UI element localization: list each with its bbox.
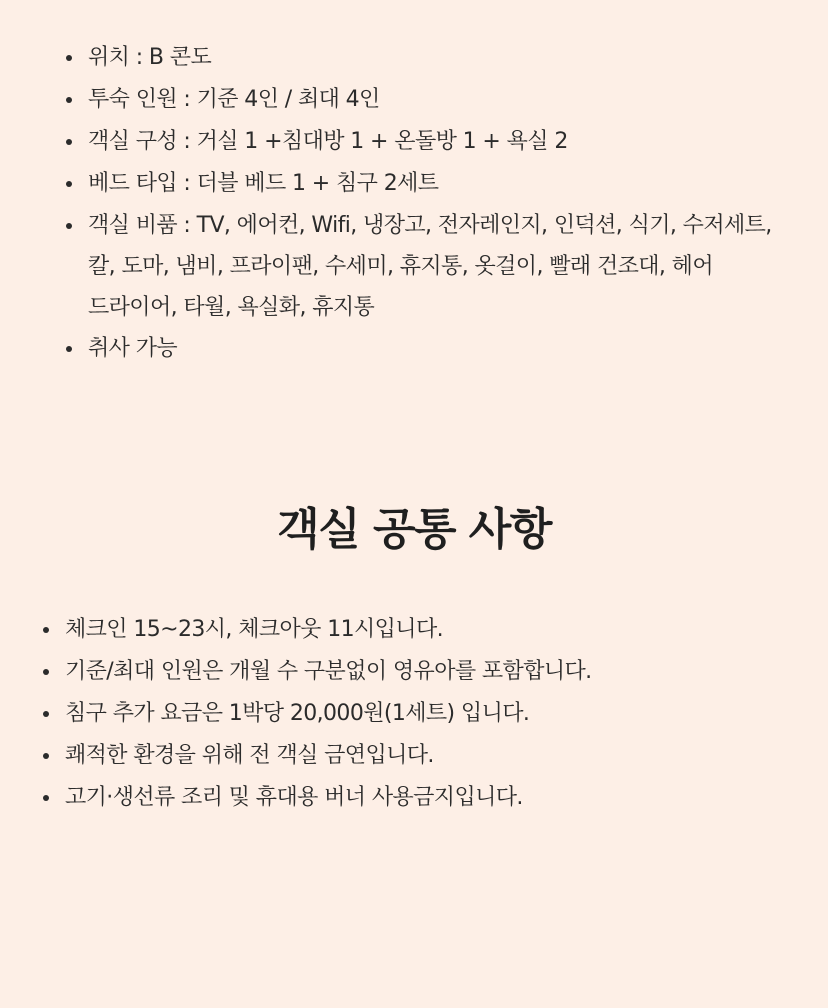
list-item — [88, 328, 788, 370]
no-smoking-text: 쾌적한 환경을 위해 전 객실 금연입니다. — [65, 743, 434, 768]
location-text: 위치 : B 콘도 — [88, 45, 212, 70]
bullet-icon — [43, 669, 49, 675]
list-item — [88, 79, 788, 121]
bedding-fee-text: 침구 추가 요금은 1박당 20,000원(1세트) 입니다. — [65, 701, 530, 726]
list-item — [65, 651, 805, 693]
list-item — [65, 777, 805, 819]
occupancy-text: 투숙 인원 : 기준 4인 / 최대 4인 — [88, 87, 380, 112]
bullet-icon — [66, 346, 72, 352]
list-item — [65, 693, 805, 735]
room-composition-text: 객실 구성 : 거실 1 +침대방 1 + 온돌방 1 + 욕실 2 — [88, 129, 568, 154]
list-item — [88, 37, 788, 79]
cooking-text: 취사 가능 — [88, 336, 178, 361]
bullet-icon — [43, 795, 49, 801]
occupancy-note-text: 기준/최대 인원은 개월 수 구분없이 영유아를 포함합니다. — [65, 659, 592, 684]
bullet-icon — [43, 627, 49, 633]
common-notes-list — [65, 609, 805, 819]
amenities-text: 객실 비품 : TV, 에어컨, Wifi, 냉장고, 전자레인지, 인덕션, 식기, 수저세트, 칼, 도마, 냄비, 프라이팬, 수세미, 휴지통, 옷걸이, 빨래 건조대, 헤어 드라이어, 타월, 욕실화, 휴지통 — [88, 213, 772, 320]
bullet-icon — [43, 753, 49, 759]
bullet-icon — [66, 181, 72, 187]
bullet-icon — [66, 55, 72, 61]
checkin-text: 체크인 15~23시, 체크아웃 11시입니다. — [65, 617, 444, 642]
bullet-icon — [66, 223, 72, 229]
section-title: 객실 공통 사항 — [277, 504, 551, 555]
bullet-icon — [66, 97, 72, 103]
list-item — [88, 205, 788, 328]
list-item — [65, 735, 805, 777]
bullet-icon — [43, 711, 49, 717]
list-item — [65, 609, 805, 651]
bed-type-text: 베드 타입 : 더블 베드 1 + 침구 2세트 — [88, 171, 439, 196]
list-item — [88, 121, 788, 163]
room-info-list — [88, 37, 788, 370]
list-item — [88, 163, 788, 205]
cooking-restriction-text: 고기·생선류 조리 및 휴대용 버너 사용금지입니다. — [65, 785, 523, 810]
bullet-icon — [66, 139, 72, 145]
